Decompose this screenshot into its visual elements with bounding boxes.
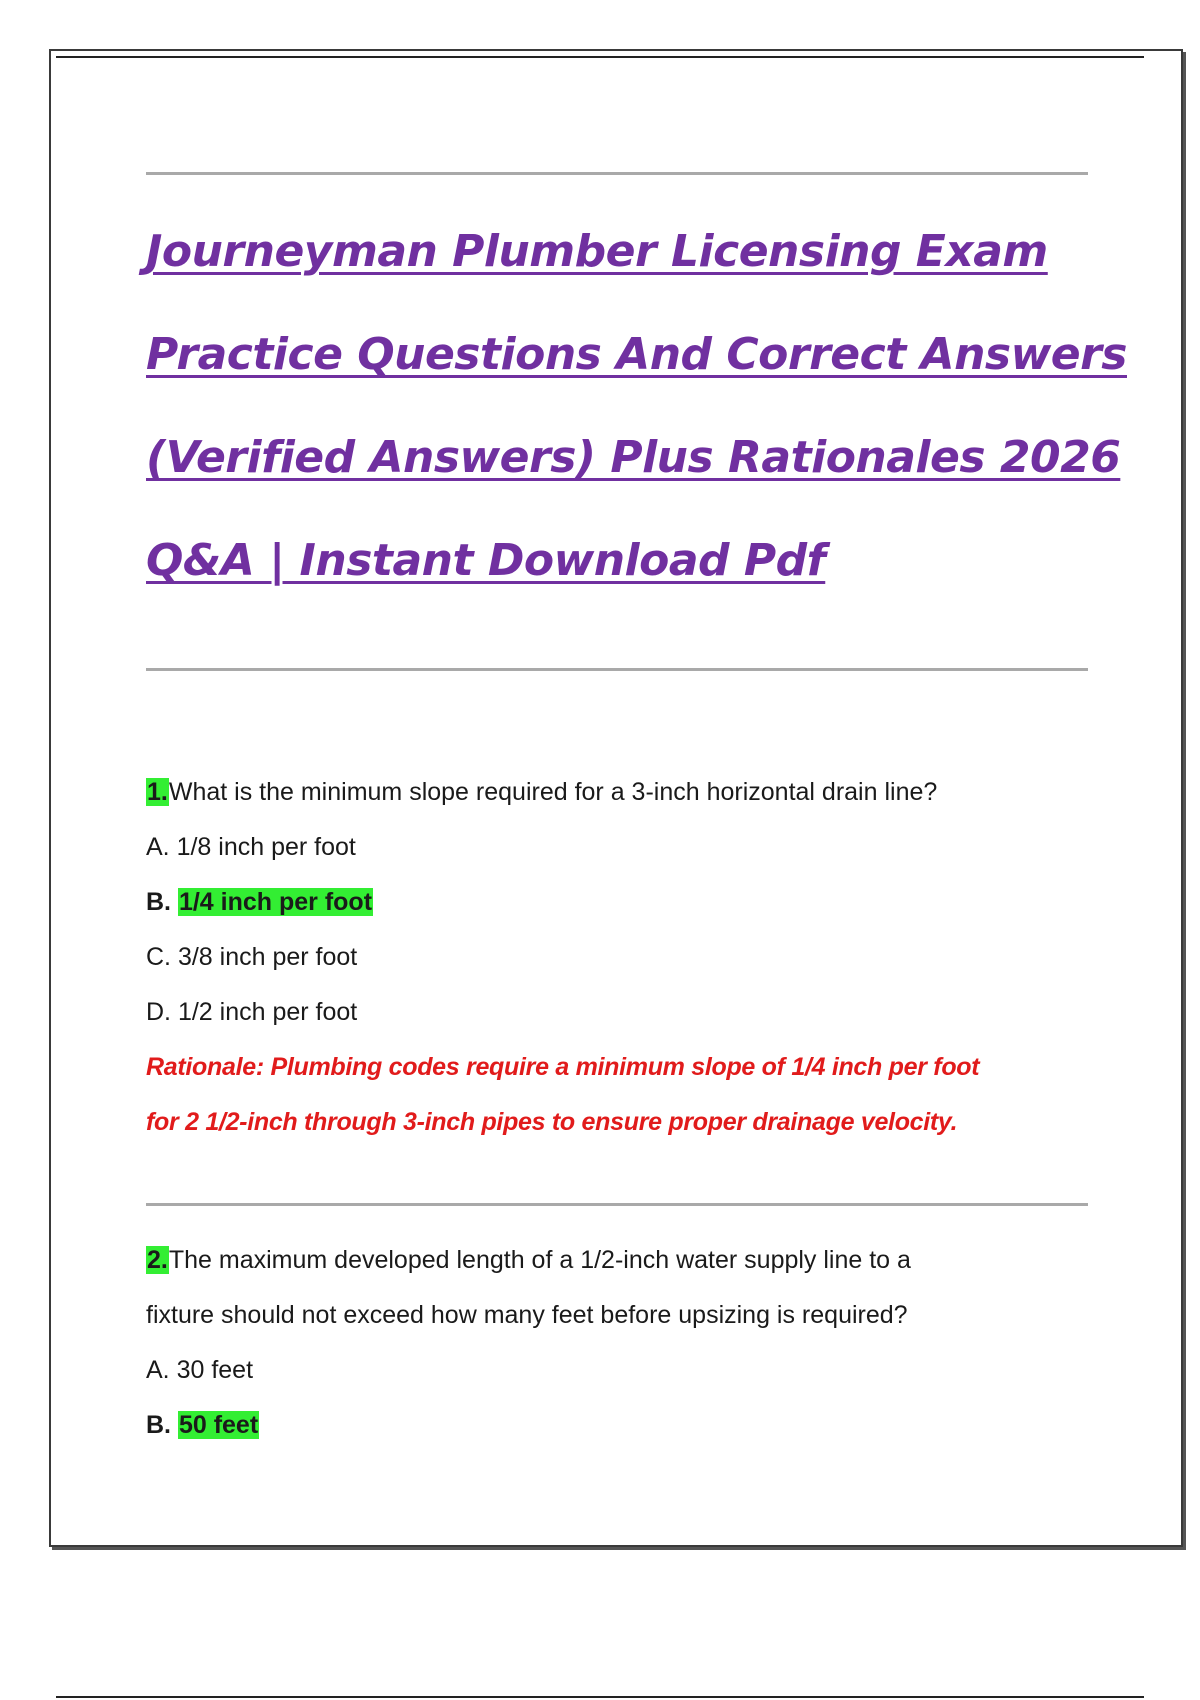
title-line-4: Q&A | Instant Download Pdf [146, 535, 826, 586]
option-b-correct [146, 1398, 1096, 1453]
question-number: 2. [147, 1246, 168, 1274]
question-text: What is the minimum slope required for a 3-inch horizontal drain line? [168, 778, 938, 806]
option-text: 30 feet [176, 1356, 254, 1384]
option-a [146, 820, 1096, 875]
divider-between-questions [146, 1203, 1088, 1206]
option-text: 1/2 inch per foot [177, 998, 358, 1026]
question-2-stem-line-1 [146, 1233, 1096, 1288]
option-letter: A. [146, 1356, 170, 1384]
document-title [146, 200, 1127, 612]
header-rule [56, 56, 1144, 58]
option-letter: B. [146, 1411, 171, 1439]
divider-after-title [146, 668, 1088, 671]
option-text: 3/8 inch per foot [177, 943, 358, 971]
question-1 [146, 765, 1096, 1150]
question-text: The maximum developed length of a 1/2-inch water supply line to a [168, 1246, 911, 1274]
divider-top [146, 172, 1088, 175]
title-line-2: Practice Questions And Correct Answers [146, 329, 1127, 380]
question-2-stem-line-2: fixture should not exceed how many feet before upsizing is required? [146, 1301, 908, 1329]
option-text: 1/8 inch per foot [176, 833, 356, 861]
option-d [146, 985, 1096, 1040]
title-line-1: Journeyman Plumber Licensing Exam [146, 226, 1048, 277]
correct-answer-highlight: 1/4 inch per foot [178, 888, 373, 916]
rationale-line-2: for 2 1/2-inch through 3-inch pipes to ensure proper drainage velocity. [146, 1108, 958, 1136]
correct-answer-highlight: 50 feet [178, 1411, 259, 1439]
option-c [146, 930, 1096, 985]
next-page-header-rule [56, 1696, 1144, 1698]
option-letter: B. [146, 888, 171, 916]
option-letter: A. [146, 833, 170, 861]
question-1-stem [146, 765, 1096, 820]
option-letter: C. [146, 943, 171, 971]
question-number: 1. [147, 778, 168, 806]
rationale-line-1: Rationale: Plumbing codes require a minimum slope of 1/4 inch per foot [146, 1053, 980, 1081]
title-line-3: (Verified Answers) Plus Rationales 2026 [146, 432, 1121, 483]
option-a [146, 1343, 1096, 1398]
option-b-correct [146, 875, 1096, 930]
option-letter: D. [146, 998, 171, 1026]
question-2 [146, 1233, 1096, 1453]
